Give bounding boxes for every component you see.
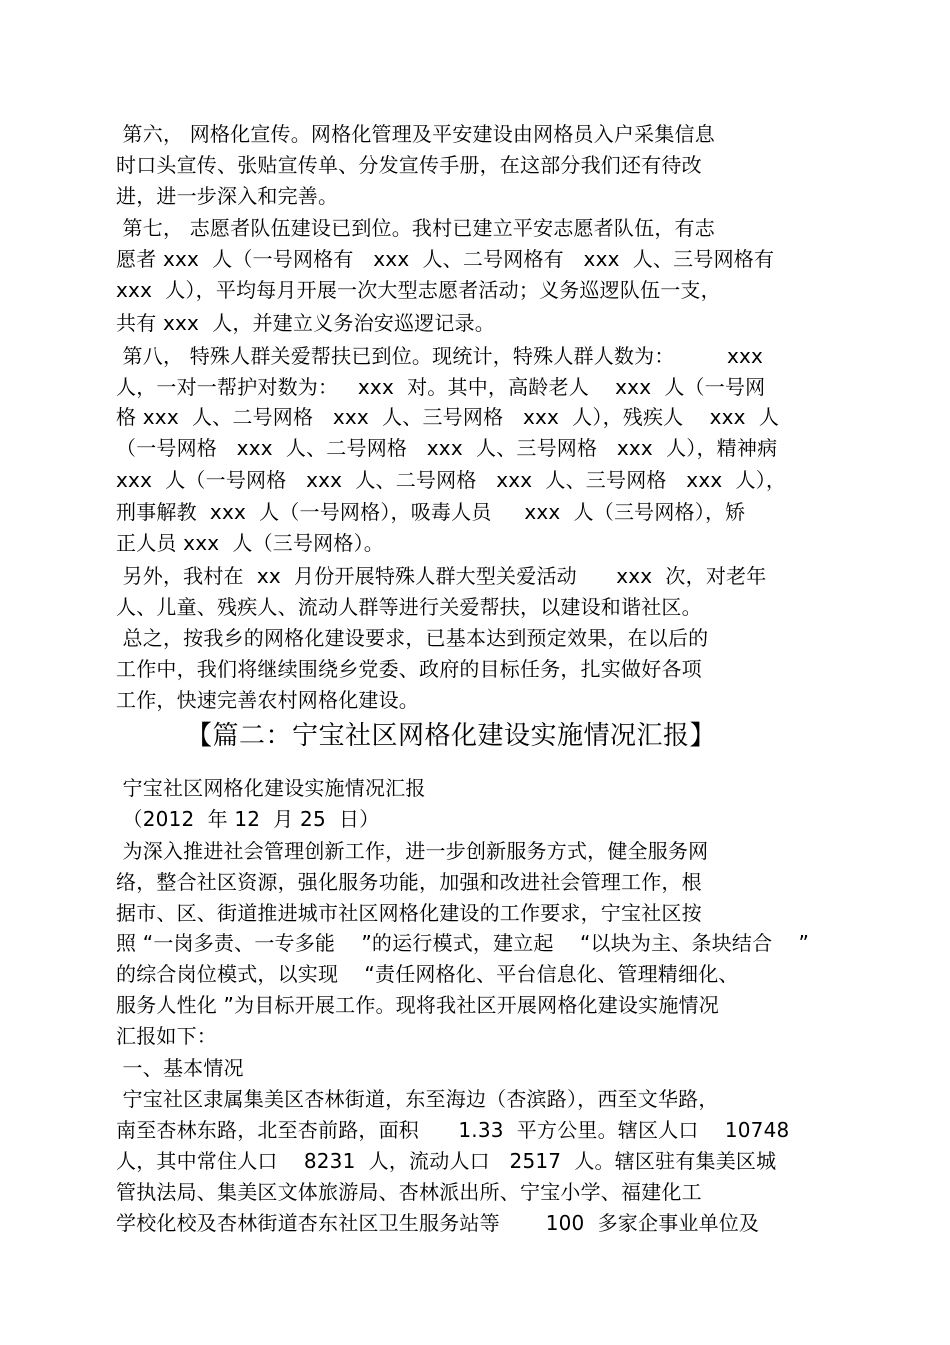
item-eight-line-4: （一号网格 xxx 人、二号网格 xxx 人、三号网格 xxx 人），精神病: [116, 436, 778, 460]
item-seven-line-3: xxx 人），平均每月开展一次大型志愿者活动；义务巡逻队伍一支，: [116, 278, 721, 302]
item-six-line-3: 进，进一步深入和完善。: [116, 184, 339, 208]
intro-line-1: 为深入推进社会管理创新工作，进一步创新服务方式，健全服务网: [116, 839, 709, 863]
intro-line-4: 照 “一岗多责、一专多能 ”的运行模式，建立起 “以块为主、条块结合 ”: [116, 931, 810, 955]
section1-line-2: 南至杏林东路，北至杏前路，面积 1.33 平方公里。辖区人口 10748: [116, 1118, 790, 1142]
doc-title: 宁宝社区网格化建设实施情况汇报: [116, 776, 426, 800]
item-seven-line-1: 第七， 志愿者队伍建设已到位。我村已建立平安志愿者队伍，有志: [116, 216, 715, 240]
additional-line-1: 另外，我村在 xx 月份开展特殊人群大型关爱活动 xxx 次，对老年: [116, 564, 767, 588]
item-eight-line-2: 人，一对一帮护对数为： xxx 对。其中，高龄老人 xxx 人（一号网: [116, 375, 766, 399]
additional-line-2: 人、儿童、残疾人、流动人群等进行关爱帮扶，以建设和谐社区。: [116, 595, 702, 619]
summary-line-3: 工作，快速完善农村网格化建设。: [116, 688, 419, 712]
item-eight-line-7: 正人员 xxx 人（三号网格）。: [116, 531, 384, 555]
item-seven-line-4: 共有 xxx 人，并建立义务治安巡逻记录。: [116, 311, 495, 335]
section1-heading: 一、基本情况: [116, 1056, 244, 1080]
summary-line-2: 工作中，我们将继续围绕乡党委、政府的目标任务，扎实做好各项: [116, 657, 702, 681]
section1-line-1: 宁宝社区隶属集美区杏林街道，东至海边（杏滨路），西至文华路，: [116, 1087, 719, 1111]
section1-line-4: 管执法局、集美区文体旅游局、杏林派出所、宁宝小学、福建化工: [116, 1180, 702, 1204]
intro-line-6: 服务人性化 ”为目标开展工作。现将我社区开展网格化建设实施情况: [116, 993, 719, 1017]
intro-line-7: 汇报如下：: [116, 1024, 217, 1048]
intro-line-5: 的综合岗位模式，以实现 “责任网格化、平台信息化、管理精细化、: [116, 962, 739, 986]
item-eight-line-6: 刑事解教 xxx 人（一号网格），吸毒人员 xxx 人（三号网格），矫: [116, 500, 746, 524]
item-six-line-2: 时口头宣传、张贴宣传单、分发宣传手册，在这部分我们还有待改: [116, 153, 702, 177]
item-eight-line-3: 格 xxx 人、二号网格 xxx 人、三号网格 xxx 人），残疾人 xxx 人: [116, 405, 780, 429]
doc-date: （2012 年 12 月 25 日）: [116, 807, 380, 831]
item-seven-line-2: 愿者 xxx 人（一号网格有 xxx 人、二号网格有 xxx 人、三号网格有: [116, 247, 775, 271]
item-eight-line-1: 第八， 特殊人群关爱帮扶已到位。现统计，特殊人群人数为： xxx: [116, 344, 764, 368]
section-heading: 【篇二：宁宝社区网格化建设实施情况汇报】: [186, 721, 717, 751]
summary-line-1: 总之，按我乡的网格化建设要求，已基本达到预定效果，在以后的: [116, 626, 709, 650]
item-eight-line-5: xxx 人（一号网格 xxx 人、二号网格 xxx 人、三号网格 xxx 人），: [116, 468, 787, 492]
intro-line-2: 络，整合社区资源，强化服务功能，加强和改进社会管理工作，根: [116, 870, 702, 894]
intro-line-3: 据市、区、街道推进城市社区网格化建设的工作要求，宁宝社区按: [116, 901, 702, 925]
section1-line-3: 人，其中常住人口 8231 人，流动人口 2517 人。辖区驻有集美区城: [116, 1149, 777, 1173]
section1-line-5: 学校化校及杏林街道杏东社区卫生服务站等 100 多家企事业单位及: [116, 1211, 760, 1235]
item-six-line-1: 第六， 网格化宣传。网格化管理及平安建设由网格员入户采集信息: [116, 122, 715, 146]
